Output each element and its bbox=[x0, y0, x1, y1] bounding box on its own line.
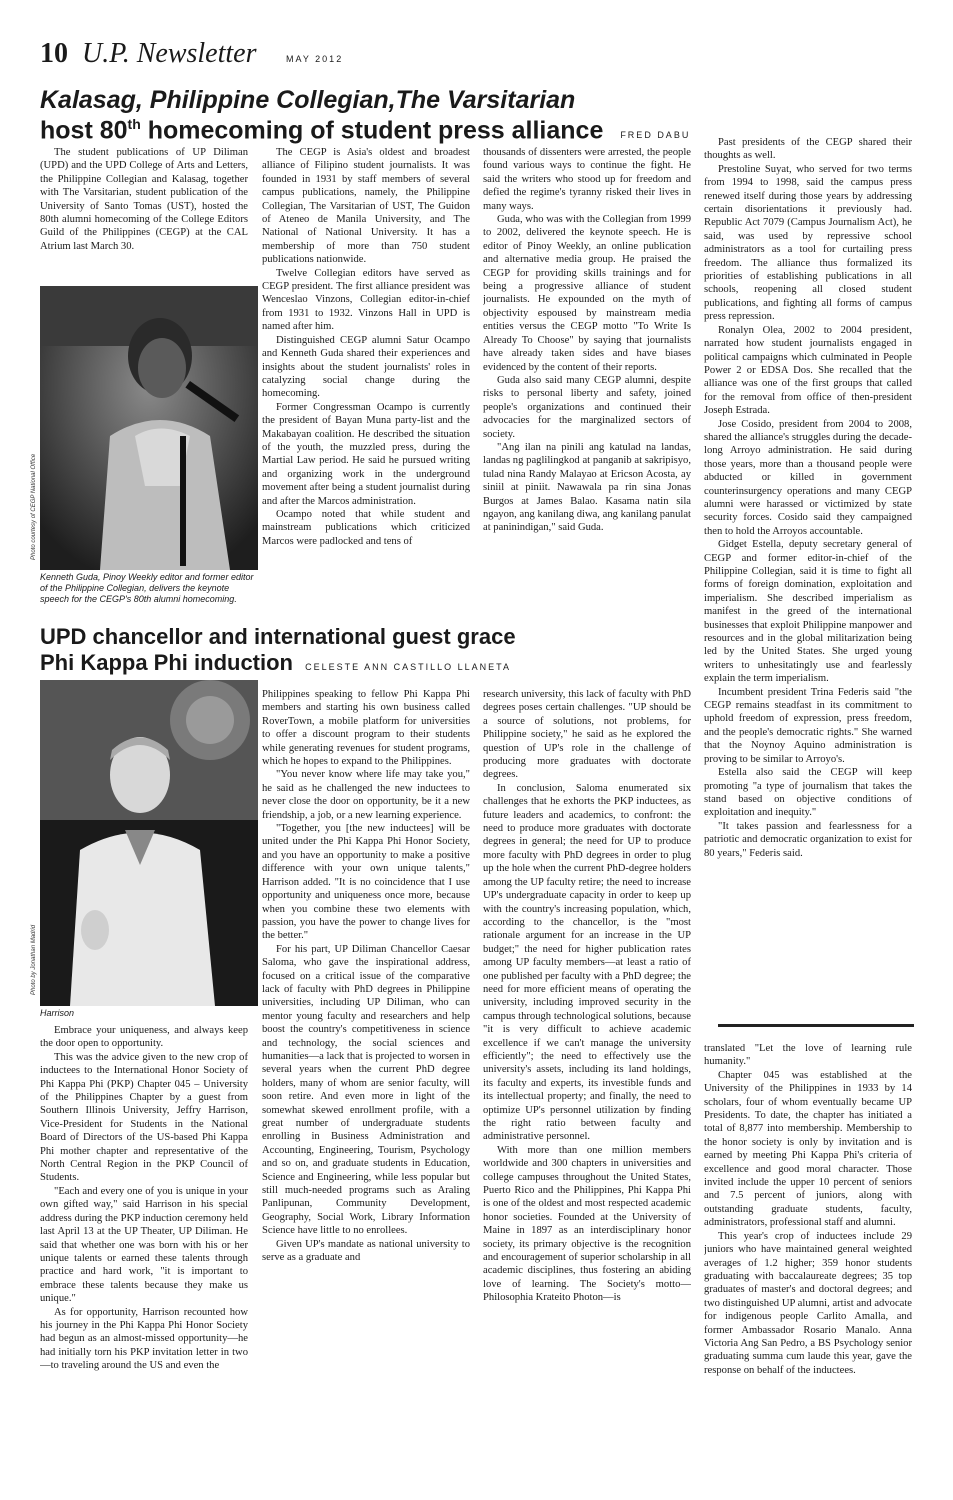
article2-photo-credit: Photo by Jonathan Madrid bbox=[31, 924, 37, 995]
paragraph: The student publications of UP Diliman (UPD) and the UPD College of Arts and Letters, the Philippine Collegian and Kalasag, together with The Varsitarian, student publication of the University of Santo Tomas (UST), hosted the 80th alumni homecoming of the College Editors Guild of the Philippines (CEGP) at the CAL Atrium last March 30. bbox=[40, 147, 248, 252]
article1-photo-credit: Photo courtesy of CEGP National Office bbox=[31, 453, 37, 560]
article2-photo bbox=[40, 680, 258, 1006]
headline-part: homecoming of student press alliance bbox=[140, 116, 604, 145]
article2-column-2 bbox=[262, 688, 470, 1462]
paragraph: Estella also said the CEGP will keep promoting "a type of journalism that takes the stand based on objective conditions of exploitation and inequity." bbox=[704, 767, 912, 819]
paragraph: The CEGP is Asia's oldest and broadest alliance of Filipino student journalists. It was founded in 1931 by staff members of several campus publications, namely, the Philippine Collegian, The Varsitarian of UST, The Guidon of Ateneo de Manila University, and The National of National University. It has a membership of more than 750 student publications nationwide. bbox=[262, 147, 470, 266]
paragraph: For his part, UP Diliman Chancellor Caesar Saloma, who gave the inspirational address, focused on a critical issue of the comparative lack of faculty with PhD degrees in Philippine universities, including UP Diliman, who can mentor young faculty and researchers and help boost the country's competitiveness in science and technology, the social sciences and humanities—a lack that is projected to worsen in several years when the current PhD degree holders, many of whom are senior faculty, will soon retire. And even more in light of the somewhat skewed enrollment profile, with a great number of undergraduate students enrolling in Business Administration and Accounting, Engineering, Tourism, Psychology and so on, and graduate students in Education, Science and Engineering, while less popular but still much-needed programs such as Araling Panlipunan, Community Development, Geography, Social Work, Library Information Science have little to no enrollees. bbox=[262, 943, 470, 1237]
paragraph: translated "Let the love of learning rule humanity." bbox=[704, 1043, 912, 1068]
paragraph: This year's crop of inductees include 29 juniors who have maintained general weighted averages of 1.2 higher; 359 honor students graduating with baccalaureate degrees; 35 top graduates of master's and doctoral degrees; and two distinguished UP alumni, artist and advocate for indigenous people Carlito Amalla, and former Ambassador Rosario Manalo. Anna Victoria Ang San Pedro, a BS Psychology senior graduating summa cum laude this year, gave the response on behalf of the inductees. bbox=[704, 1230, 912, 1376]
paragraph: Chapter 045 was established at the University of the Philippines in 1933 by 14 scholars, four of whom eventually became UP Presidents. To date, the chapter has initiated a total of 8,877 into membership. Membership to the honor society is only by invitation and is earned by meeting Phi Kappa Phi's criteria of excellence and good moral character. Those invited include the upper 10 percent of seniors and 7.5 percent of juniors, along with outstanding graduate students, faculty, administrators, professional staff and alumni. bbox=[704, 1069, 912, 1229]
paragraph: Past presidents of the CEGP shared their thoughts as well. bbox=[704, 137, 912, 162]
headline-superscript: th bbox=[127, 116, 141, 132]
paragraph: This was the advice given to the new crop of inductees to the International Honor Society of Phi Kappa Phi (PKP) Chapter 045 – University of the Philippines Chapter by a guest from Southern Illinois University, Jeffry Harrison, Vice-President for Students in the National Board of Directors of the US-based Phi Kappa Phi mother chapter and representative of the North Central Region in the PKP Council of Students. bbox=[40, 1051, 248, 1184]
article1-headline-line2 bbox=[40, 116, 690, 145]
paragraph: "Ang ilan na pinili ang katulad na landas, landas ng paglilingkod at panganib at sakripisyo, tulad nina Randy Malayao at Ericson Acosta, ay siniil at piniit. Nawawala pa rin sina Jonas Burgos at James Balao. Kasama natin sila ngayon, ang kanilang diwa, ang kanilang panulat at paninindigan," said Guda. bbox=[483, 441, 691, 534]
article1-column-1 bbox=[40, 146, 248, 282]
newsletter-title: U.P. Newsletter bbox=[82, 38, 257, 69]
paragraph: Distinguished CEGP alumni Satur Ocampo and Kenneth Guda shared their experiences and insights about the student journalists' roles in catalyzing social change during the homecoming. bbox=[262, 334, 470, 400]
paragraph: Incumbent president Trina Federis said "the CEGP remains steadfast in its commitment to uphold freedom of expression, press freedom, and the people's democratic rights." She warned that the Noynoy Aquino administration is proving to be similar to Arroyo's. bbox=[704, 686, 912, 765]
paragraph: Jose Cosido, president from 2004 to 2008, shared the alliance's struggles during the decade-long Arroyo administration. He said during those years, more than a thousand people were abducted or killed in government counterinsurgency operations and many CEGP alumni were harassed or victimized by state security forces. Cosido said they campaigned then to hold the Arroyos accountable. bbox=[704, 418, 912, 537]
paragraph: "Together, you [the new inductees] will be united under the Phi Kappa Phi Honor Society, and you have an opportunity to make a positive difference with your own unique talents," Harrison added. "It is no coincidence that I use opportunity and uniqueness once more, because when you combine these two elements with passion, you have the power to change lives for the better." bbox=[262, 823, 470, 942]
paragraph: Ronalyn Olea, 2002 to 2004 president, narrated how student journalists engaged in political campaigns which culminated in People Power 2 or EDSA Dos. She recalled that the alliance was one of the first groups that called for the removal from office of then-president Joseph Estrada. bbox=[704, 324, 912, 417]
paragraph: "You never know where life may take you," he said as he challenged the new inductees to never close the door on opportunity, be it a new friendship, a job, or a new learning experience. bbox=[262, 769, 470, 821]
headline-part: Phi Kappa Phi induction bbox=[40, 650, 293, 675]
paragraph: "It takes passion and fearlessness for a patriotic and democratic organization to exist for 80 years," Federis said. bbox=[704, 820, 912, 859]
article1-byline: FRED DABU bbox=[620, 130, 691, 141]
page-number: 10 bbox=[40, 38, 68, 69]
article2-headline-line2 bbox=[40, 650, 511, 676]
article1-caption: Kenneth Guda, Pinoy Weekly editor and former editor of the Philippine Collegian, delivers the keynote speech for the CEGP's 80th alumni homecoming. bbox=[40, 572, 254, 604]
paragraph: Former Congressman Ocampo is currently the president of Bayan Muna party-list and the Makabayan coalition. He described the situation of the youth, the muzzled press, during the Martial Law period. He said he pursued writing and organizing work in the underground movement after being a student journalist during and after the Marcos administration. bbox=[262, 401, 470, 507]
paragraph: thousands of dissenters were arrested, the people found various ways to continue the fight. He said the writers who stood up for freedom and defied the regime's tyranny risked their lives in many ways. bbox=[483, 147, 691, 212]
paragraph: In conclusion, Saloma enumerated six challenges that he exhorts the PKP inductees, as future leaders and academics, to confront: the need to produce more graduates with doctorate degrees in general; the need for UP to produce more faculty with PhD degrees in order to plug up the hole when the current PhD-degree holders among the UP faculty retire; the need to increase UP's undergraduate capacity in order to keep up with the country's increasing population, which, according to the chancellor, is the "most rationale argument for an increase in the UP budget;" the need for higher publication rates among UP faculty members—at least a ratio of one published per faculty with a PhD degree; the need for more efficient means of operating the university, including improved security in the campus through technological solutions, because "it is very difficult to achieve academic excellence if we can't manage the university efficiently"; the need to effectively use the university's assets, including its land holdings, its faculty and experts, its investible funds and its intellectual property; and finally, the need to optimize UP's personnel utilization by finding the right ratio between faculty and administrative personnel. bbox=[483, 782, 691, 1143]
article1-column-3 bbox=[483, 146, 691, 620]
paragraph: Guda also said many CEGP alumni, despite risks to personal liberty and safety, joined people's organizations and continued their advocacies for the marginalized sectors of society. bbox=[483, 374, 691, 440]
headline-part: host 80 bbox=[40, 116, 128, 145]
photo-speaker-image bbox=[40, 286, 258, 570]
photo-harrison-image bbox=[40, 680, 258, 1006]
paragraph: As for opportunity, Harrison recounted how his journey in the Phi Kappa Phi Honor Society had begun as an almost-missed opportunity—he had initially torn his PKP invitation letter in two—to traveling around the US and even the bbox=[40, 1306, 248, 1372]
article1-photo bbox=[40, 286, 258, 570]
article1-column-2 bbox=[262, 146, 470, 620]
paragraph: research university, this lack of faculty with PhD degrees poses certain challenges. "UP should be a source of solutions, not problems, for Philippine society," he said as he explored the question of UP's role in the challenge of producing more graduates with doctorate degrees. bbox=[483, 689, 691, 781]
paragraph: Given UP's mandate as national university to serve as a graduate and bbox=[262, 1238, 470, 1264]
issue-date: MAY 2012 bbox=[286, 54, 344, 64]
article2-caption: Harrison bbox=[40, 1008, 75, 1018]
paragraph: "Each and every one of you is unique in your own gifted way," said Harrison in his special address during the PKP induction ceremony held last April 13 at the UP Theater, UP Diliman. He said that whether one was born with his or her unique talents or earned these talents through practice and hard work, "it is important to embrace these talents because they make us unique." bbox=[40, 1185, 248, 1305]
article2-column-3 bbox=[483, 688, 691, 1462]
section-divider bbox=[718, 1024, 914, 1027]
paragraph: Prestoline Suyat, who served for two terms from 1994 to 1998, said the campus press renewed itself during those years by addressing certain disorientations it previously had. Republic Act 7079 (Campus Journalism Act), he said, was used by repressive school administrators as a tool for curtailing press freedom. The alliance thus formalized its priorities of establishing publications in all schools, reopening all closed student publications, and fighting all forms of campus press repression. bbox=[704, 163, 912, 323]
paragraph: With more than one million members worldwide and 300 chapters in universities and college campuses throughout the United States, Puerto Rico and the Philippines, Phi Kappa Phi is one of the oldest and most respected academic honor societies. Founded at the University of Maine in 1897 as an interdisciplinary honor society, its primary objective is the recognition and encouragement of superior scholarship in all academic disciplines, thus fostering an abiding love of learning. The Society's motto—Philosophia Krateito Photon—is bbox=[483, 1144, 691, 1304]
article2-column-1 bbox=[40, 1024, 248, 1462]
article2-byline: CELESTE ANN CASTILLO LLANETA bbox=[305, 662, 512, 672]
article2-headline-line1: UPD chancellor and international guest grace bbox=[40, 624, 516, 649]
article1-column-4 bbox=[704, 136, 912, 1016]
paragraph: Embrace your uniqueness, and always keep the door open to opportunity. bbox=[40, 1025, 248, 1050]
article2-column-4 bbox=[704, 1042, 912, 1462]
paragraph: Guda, who was with the Collegian from 1999 to 2002, delivered the keynote speech. He is editor of Pinoy Weekly, an online publication and alternative media group. He praised the CEGP for providing skills trainings and for being a progressive alliance of student journalists. He expounded on the myth of objectivity espoused by mainstream media entities versus the CEGP motto "To Write Is Already To Choose" by saying that journalists have already taken sides and have biases evidenced by the content of their reports. bbox=[483, 214, 691, 373]
paragraph: Philippines speaking to fellow Phi Kappa Phi members and starting his own business called RoverTown, a mobile platform for universities to offer a discount program to their students while generating revenues for student programs, which he hopes to expand to the Philippines. bbox=[262, 689, 470, 768]
paragraph: Gidget Estella, deputy secretary general of CEGP and former editor-in-chief of the Philippine Collegian, said it is time to fight all forms of foreign domination, exploitation and imperialism. She described imperialism as manifest in the greed of the international businesses that exploit Philippine manpower and resources and in the global militarization being led by the United States. She urged young writers to unhesitatingly use and fearlessly explain the term imperialism. bbox=[704, 539, 912, 685]
article1-headline-line1: Kalasag, Philippine Collegian,The Varsitarian bbox=[40, 86, 576, 114]
paragraph: Twelve Collegian editors have served as CEGP president. The first alliance president was Wenceslao Vinzons, Collegian editor-in-chief from 1931 to 1932. Vinzons Hall in UPD is named after him. bbox=[262, 267, 470, 333]
paragraph: Ocampo noted that while student and mainstream publications which criticized Marcos were padlocked and tens of bbox=[262, 508, 470, 547]
